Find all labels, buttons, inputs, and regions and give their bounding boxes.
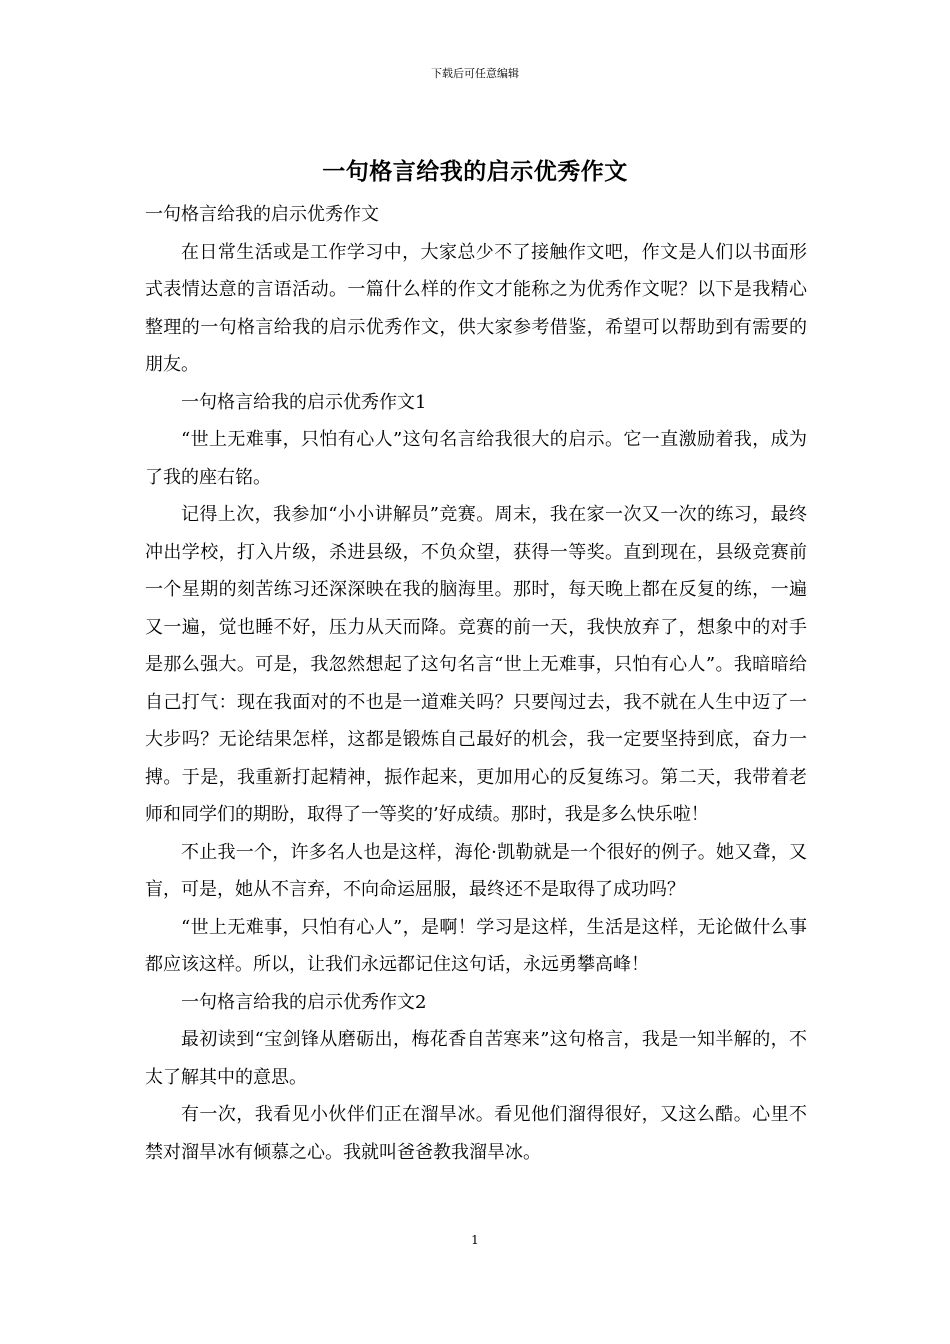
essay-1-paragraph: 不止我一个，许多名人也是这样，海伦·凯勒就是一个很好的例子。她又聋，又盲，可是，她从不言弃，不向命运屈服，最终还不是取得了成功吗？ (145, 841, 807, 900)
page-number: 1 (471, 1233, 479, 1247)
essay-2-heading: 一句格言给我的启示优秀作文2 (181, 991, 427, 1013)
document-body (145, 196, 807, 1171)
page-header-note: 下载后可任意编辑 (431, 67, 519, 80)
essay-1-paragraph: 记得上次，我参加“小小讲解员”竞赛。周末，我在家一次又一次的练习，最终冲出学校，打入片级，杀进县级，不负众望，获得一等奖。直到现在，县级竞赛前一个星期的刻苦练习还深深映在我的脑海里。那时，每天晚上都在反复的练，一遍又一遍，觉也睡不好，压力从天而降。竞赛的前一天，我快放弃了，想象中的对手是那么强大。可是，我忽然想起了这句名言“世上无难事，只怕有心人”。我暗暗给自己打气：现在我面对的不也是一道难关吗？只要闯过去，我不就在人生中迈了一大步吗？无论结果怎样，这都是锻炼自己最好的机会，我一定要坚持到底，奋力一搏。于是，我重新打起精神，振作起来，更加用心的反复练习。第二天，我带着老师和同学们的期盼，取得了一等奖的’好成绩。那时，我是多么快乐啦！ (145, 504, 807, 825)
document-title: 一句格言给我的启示优秀作文 (322, 158, 628, 185)
essay-2-paragraph: 最初读到“宝剑锋从磨砺出，梅花香自苦寒来”这句格言，我是一知半解的，不太了解其中的意思。 (145, 1029, 807, 1088)
essay-1-heading: 一句格言给我的启示优秀作文1 (181, 391, 427, 413)
subtitle-paragraph: 一句格言给我的启示优秀作文 (145, 204, 379, 225)
essay-2-paragraph: 有一次，我看见小伙伴们正在溜旱冰。看见他们溜得很好，又这么酷。心里不禁对溜旱冰有倾慕之心。我就叫爸爸教我溜旱冰。 (145, 1104, 807, 1163)
intro-paragraph: 在日常生活或是工作学习中，大家总少不了接触作文吧，作文是人们以书面形式表情达意的言语活动。一篇什么样的作文才能称之为优秀作文呢？以下是我精心整理的一句格言给我的启示优秀作文，供大家参考借鉴，希望可以帮助到有需要的朋友。 (145, 241, 807, 375)
essay-1-paragraph: “世上无难事，只怕有心人”，是啊！学习是这样，生活是这样，无论做什么事都应该这样。所以，让我们永远都记住这句话，永远勇攀高峰！ (145, 916, 807, 975)
essay-1-paragraph: “世上无难事，只怕有心人”这句名言给我很大的启示。它一直激励着我，成为了我的座右铭。 (145, 429, 807, 488)
